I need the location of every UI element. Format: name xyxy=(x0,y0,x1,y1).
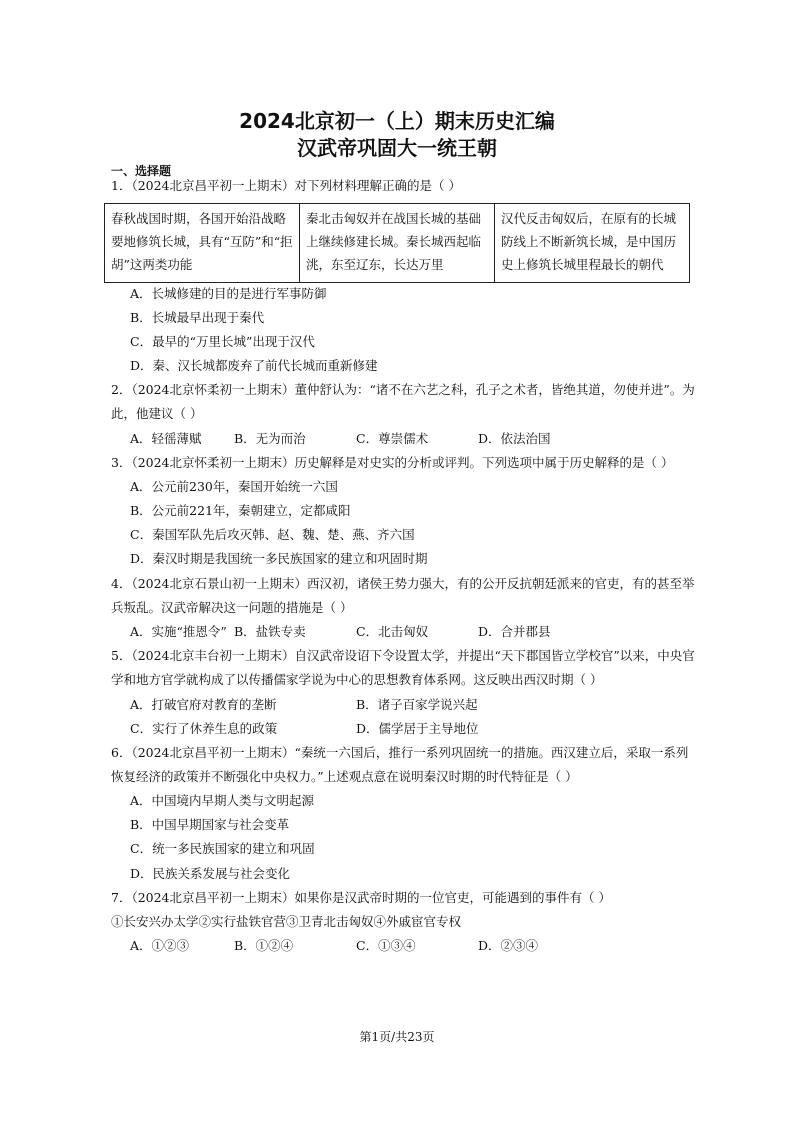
question-6-option-c[interactable]: C．统一多民族国家的建立和巩固 xyxy=(130,841,315,856)
question-6-stem: 6．（2024北京昌平初一上期末）“秦统一六国后，推行一系列巩固统一的措施。西汉建立后，采取一系列 xyxy=(111,745,689,760)
material-cell-1: 春秋战国时期，各国开始沿战略要地修筑长城，具有“互防”和“拒胡”这两类功能 xyxy=(105,204,300,283)
question-7-option-d[interactable]: D．②③④ xyxy=(478,938,539,953)
question-5-option-a[interactable]: A．打破官府对教育的垄断 xyxy=(130,697,277,712)
page-title: 2024北京初一（上）期末历史汇编 xyxy=(239,109,555,133)
question-2-stem-cont: 此，他建议（ ） xyxy=(111,406,203,421)
question-5-option-c[interactable]: C．实行了休养生息的政策 xyxy=(130,721,278,736)
question-2-option-b[interactable]: B．无为而治 xyxy=(234,431,306,446)
question-2-option-a[interactable]: A．轻徭薄赋 xyxy=(130,431,202,446)
question-4-option-b[interactable]: B．盐铁专卖 xyxy=(234,624,306,639)
question-1-option-d[interactable]: D．秦、汉长城都废弃了前代长城而重新修建 xyxy=(130,358,378,373)
question-7-option-c[interactable]: C．①③④ xyxy=(356,938,416,953)
question-4-stem: 4．（2024北京石景山初一上期末）西汉初，诸侯王势力强大，有的公开反抗朝廷派来的官吏，有的甚至举 xyxy=(111,576,695,591)
question-6-option-d[interactable]: D．民族关系发展与社会变化 xyxy=(130,866,291,881)
page-subtitle: 汉武帝巩固大一统王朝 xyxy=(297,136,497,160)
question-1-material-table xyxy=(104,203,690,283)
question-7-option-b[interactable]: B．①②④ xyxy=(234,938,294,953)
question-6-stem-cont: 恢复经济的政策并不断强化中央权力。”上述观点意在说明秦汉时期的时代特征是（ ） xyxy=(111,769,578,784)
question-3-option-a[interactable]: A．公元前230年，秦国开始统一六国 xyxy=(130,479,338,494)
question-4-stem-cont: 兵叛乱。汉武帝解决这一问题的措施是（ ） xyxy=(111,600,353,615)
section-label: 一、选择题 xyxy=(111,164,172,178)
question-1-option-a[interactable]: A．长城修建的目的是进行军事防御 xyxy=(130,286,327,301)
question-3-stem: 3．（2024北京怀柔初一上期末）历史解释是对史实的分析或评判。下列选项中属于历史解释的是（ ） xyxy=(111,455,674,470)
question-4-option-a[interactable]: A．实施“推恩令” xyxy=(130,624,227,639)
question-5-option-d[interactable]: D．儒学居于主导地位 xyxy=(356,721,479,736)
question-3-option-b[interactable]: B．公元前221年，秦朝建立，定都咸阳 xyxy=(130,503,351,518)
question-5-option-b[interactable]: B．诸子百家学说兴起 xyxy=(356,697,478,712)
question-3-option-d[interactable]: D．秦汉时期是我国统一多民族国家的建立和巩固时期 xyxy=(130,551,428,566)
question-7-option-a[interactable]: A．①②③ xyxy=(130,938,190,953)
question-4-option-d[interactable]: D．合并郡县 xyxy=(478,624,551,639)
question-7-stem: 7．（2024北京昌平初一上期末）如果你是汉武帝时期的一位官吏，可能遇到的事件有（ ） xyxy=(111,890,611,905)
question-6-option-a[interactable]: A．中国境内早期人类与文明起源 xyxy=(130,793,315,808)
question-1-option-c[interactable]: C．最早的“万里长城”出现于汉代 xyxy=(130,334,315,349)
question-2-stem: 2．（2024北京怀柔初一上期末）董仲舒认为：“诸不在六艺之科，孔子之术者，皆绝其道，勿使并进”。为 xyxy=(111,382,695,397)
material-cell-3: 汉代反击匈奴后，在原有的长城防线上不断新筑长城，是中国历史上修筑长城里程最长的朝代 xyxy=(495,204,690,283)
question-3-option-c[interactable]: C．秦国军队先后攻灭韩、赵、魏、楚、燕、齐六国 xyxy=(130,527,415,542)
question-4-option-c[interactable]: C．北击匈奴 xyxy=(356,624,429,639)
question-6-option-b[interactable]: B．中国早期国家与社会变革 xyxy=(130,817,290,832)
question-7-statements: ①长安兴办太学②实行盐铁官营③卫青北击匈奴④外戚宦官专权 xyxy=(111,914,462,929)
question-1-stem: 1．（2024北京昌平初一上期末）对下列材料理解正确的是（ ） xyxy=(111,178,461,193)
material-cell-2: 秦北击匈奴并在战国长城的基础上继续修建长城。秦长城西起临洮，东至辽东，长达万里 xyxy=(300,204,495,283)
question-2-option-d[interactable]: D．依法治国 xyxy=(478,431,551,446)
question-1-option-b[interactable]: B．长城最早出现于秦代 xyxy=(130,310,265,325)
question-2-option-c[interactable]: C．尊崇儒术 xyxy=(356,431,429,446)
page-footer: 第1页/共23页 xyxy=(359,1030,435,1044)
question-5-stem-cont: 学和地方官学就构成了以传播儒家学说为中心的思想教育体系网。这反映出西汉时期（ ） xyxy=(111,672,603,687)
question-5-stem: 5．（2024北京丰台初一上期末）自汉武帝设诏下令设置太学，并提出“天下郡国皆立学校官”以来，中央官 xyxy=(111,648,695,663)
